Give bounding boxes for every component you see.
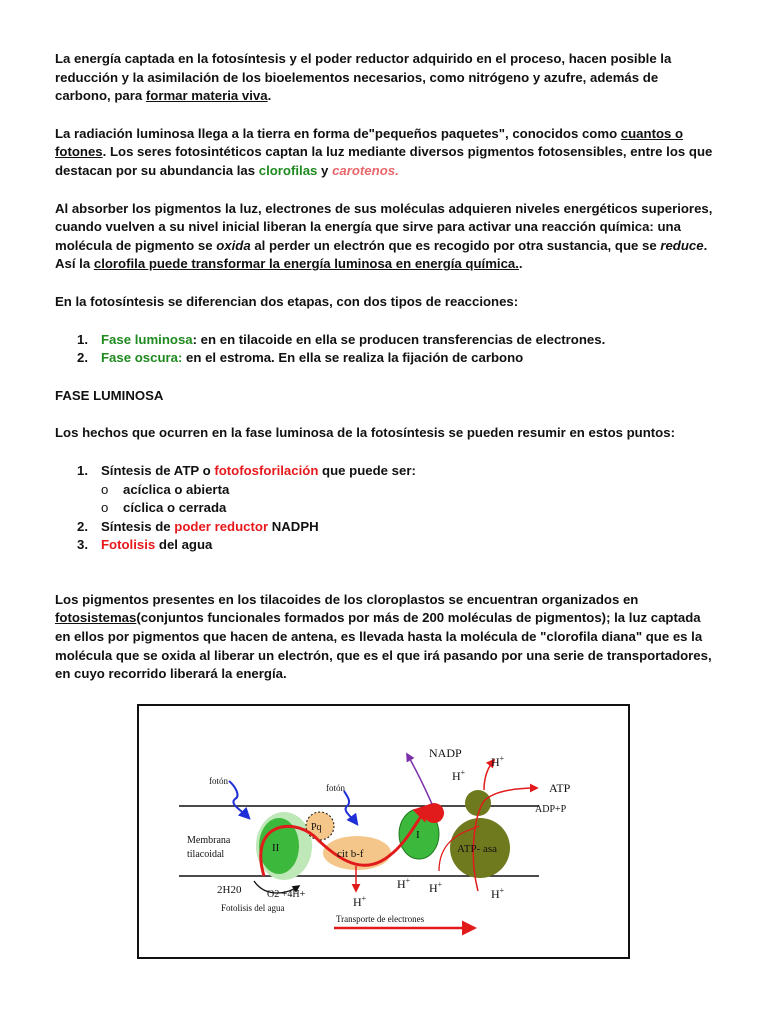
paragraph-2: La radiación luminosa llega a la tierra en forma de"pequeños paquetes", conocidos como cuantos o fotones. Los seres fotosintéticos captan la luz mediante diversos pigmentos fotosensibles, entre los que destacan por su abundancia las clorofilas y carotenos. [55, 125, 713, 178]
label-h-plus: H+ [353, 894, 367, 909]
label-adp: ADP+P [535, 804, 567, 815]
document-page [55, 50, 715, 684]
label-atp-synthase: ATP- asa [457, 843, 498, 855]
label-tilacoidal: tilacoidal [187, 849, 225, 860]
label-pq: Pq [311, 822, 322, 833]
photosynthesis-diagram [137, 704, 630, 959]
label-photosystem-i: I [416, 829, 420, 841]
paragraph-3: Al absorber los pigmentos la luz, electrones de sus moléculas adquieren niveles energéticos superiores, cuando vuelven a su nivel inicial liberan la energía que sirve para activar una reacción química: una molécula de pigmento se oxida al perder un electrón que es recogido por otra sustancia, que se reduce. Así la clorofila puede transformar la energía luminosa en energía química.. [55, 200, 713, 272]
term-fase-luminosa: Fase luminosa [101, 331, 193, 347]
link-fotosistemas[interactable]: fotosistemas [55, 610, 137, 626]
section-heading: FASE LUMINOSA [55, 387, 164, 403]
label-photosystem-ii: II [272, 842, 280, 854]
list-item: 1. Síntesis de ATP o fotofosforilación que puede ser: o acíclica o abierta o cíclica o cerrada [55, 462, 715, 518]
term-clorofilas: clorofilas [258, 162, 318, 178]
term-poder-reductor: poder reductor [174, 518, 269, 534]
list-item: 3. Fotolisis del agua [77, 537, 213, 553]
link-cuantos-fotones[interactable]: cuantos o fotones [55, 125, 684, 160]
paragraph-6: Los pigmentos presentes en los tilacoides de los cloroplastos se encuentran organizados en fotosistemas(conjuntos funcionales formados por más de 200 moléculas de pigmentos); la luz captada en ellos por pigmentos que hacen de antena, es llevada hasta la molécula de "clorofila diana" que es la molécula que se oxida al liberar un electrón, que es el que irá pasando por una serie de transportadores, en cuyo recorrido liberará la energía. [55, 591, 712, 682]
label-o2: O2 +4H+ [267, 889, 306, 900]
paragraph-1: La energía captada en la fotosíntesis y el poder reductor adquirido en el proceso, hacen posible la reducción y la asimilación de los bioelementos necesarios, como nitrógeno y azufre, además de carbono, para formar materia viva. [55, 51, 672, 104]
term-fotolisis: Fotolisis [101, 537, 156, 553]
nadp-arrow [407, 754, 432, 804]
term-fotofosforilacion: fotofosforilación [214, 462, 319, 478]
list-item: 1. Fase luminosa: en en tilacoide en ella se producen transferencias de electrones. [77, 331, 606, 347]
paragraph-4: En la fotosíntesis se diferencian dos etapas, con dos tipos de reacciones: [55, 293, 519, 309]
term-oxida: oxida [216, 237, 251, 253]
photon-arrow-1 [229, 781, 249, 818]
label-cytochrome: cit b-f [337, 848, 364, 860]
label-h-plus: H+ [429, 880, 443, 895]
label-h-plus: H+ [452, 768, 466, 783]
list-item: o cíclica o cerrada [101, 500, 227, 516]
label-fotolisis: Fotolisis del agua [221, 903, 285, 913]
label-h2o: 2H20 [217, 884, 242, 896]
label-h-plus: H+ [491, 886, 505, 901]
paragraph-5: Los hechos que ocurren en la fase luminosa de la fotosíntesis se pueden resumir en estos puntos: [55, 425, 675, 441]
diagram-svg [139, 706, 628, 957]
points-list [55, 462, 715, 555]
list-item: 2. Fase oscura: en el estroma. En ella se realiza la fijación de carbono [77, 350, 524, 366]
list-item: 2. Síntesis de poder reductor NADPH [77, 518, 319, 534]
link-formar-materia-viva[interactable]: formar materia viva [145, 88, 268, 104]
subpoints-list [55, 481, 715, 518]
label-foton: fotón [326, 783, 345, 793]
label-foton: fotón [209, 776, 228, 786]
term-carotenos: carotenos. [332, 162, 399, 178]
link-clorofila-energia[interactable]: clorofila puede transformar la energía luminosa en energía química. [93, 256, 519, 272]
label-nadp: NADP [429, 746, 462, 760]
label-atp: ATP [549, 781, 571, 795]
term-fase-oscura: Fase oscura: [101, 350, 183, 366]
label-transporte: Transporte de electrones [336, 914, 425, 924]
label-h-plus: H+ [397, 876, 411, 891]
label-h-plus: H+ [491, 754, 505, 769]
stages-list [55, 331, 715, 368]
list-item: o acíclica o abierta [101, 481, 230, 497]
term-reduce: reduce [660, 237, 704, 253]
label-membrana: Membrana [187, 835, 231, 846]
photon-arrow-2 [344, 791, 357, 824]
